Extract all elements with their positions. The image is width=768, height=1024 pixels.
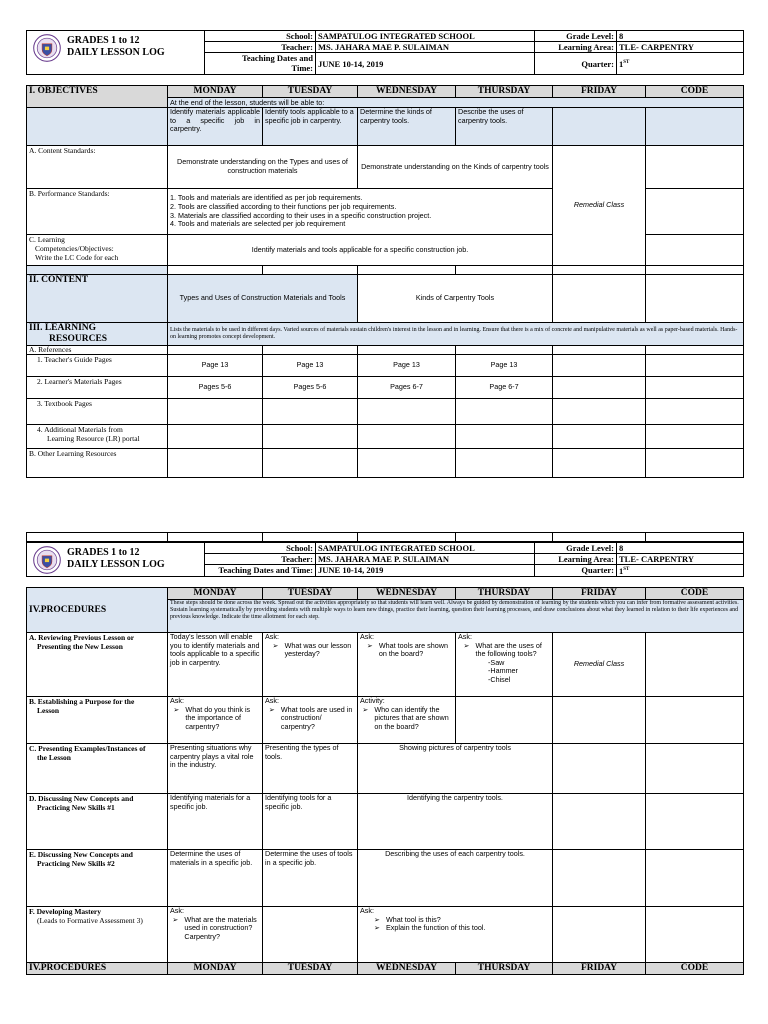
lm-thursday: Page 6-7 xyxy=(456,377,553,399)
procedure-c-tuesday: Presenting the types of tools. xyxy=(263,744,358,794)
content-carpentry-tools: Kinds of Carpentry Tools xyxy=(358,275,553,323)
other-resources-label: B. Other Learning Resources xyxy=(27,449,168,478)
content-standard-tools: Demonstrate understanding on the Kinds of carpentry tools xyxy=(358,146,553,189)
arrow-bullet-icon: ➢ xyxy=(373,923,380,933)
day-friday: FRIDAY xyxy=(553,86,646,98)
procedure-d-wed-thu: Identifying the carpentry tools. xyxy=(358,794,553,850)
objective-friday xyxy=(553,108,646,146)
spacer-row-label xyxy=(27,266,168,275)
teacher-value: MS. JAHARA MAE P. SULAIMAN xyxy=(316,42,535,53)
content-standards-label: A. Content Standards: xyxy=(27,146,168,189)
footer-day-thursday: THURSDAY xyxy=(456,963,553,975)
learning-area-label: Learning Area: xyxy=(535,42,617,53)
performance-standard-4: 4. Tools and materials are selected per job requirement xyxy=(170,219,346,229)
footer-day-wednesday: WEDNESDAY xyxy=(358,963,456,975)
performance-standards-code xyxy=(646,189,744,235)
arrow-bullet-icon: ➢ xyxy=(172,914,179,924)
procedure-f-monday: Ask: ➢ What are the materials used in construction? Carpentry? xyxy=(168,907,263,963)
quarter-value: 1ST xyxy=(617,53,744,75)
objective-monday: Identify materials applicable to a specific job in carpentry. xyxy=(168,108,263,146)
objective-thursday: Describe the uses of carpentry tools. xyxy=(456,108,553,146)
day-wednesday: WEDNESDAY xyxy=(358,588,456,600)
school-value: SAMPATULOG INTEGRATED SCHOOL xyxy=(316,31,535,42)
footer-day-monday: MONDAY xyxy=(168,963,263,975)
learning-area-value: TLE- CARPENTRY xyxy=(617,42,744,53)
grades-title: GRADES 1 to 12 xyxy=(67,547,140,558)
content-standards-code xyxy=(646,146,744,189)
procedure-d-tuesday: Identifying tools for a specific job. xyxy=(263,794,358,850)
learning-competencies-label: C. Learning Competencies/Objectives: Write the LC Code for each xyxy=(27,235,168,266)
footer-day-friday: FRIDAY xyxy=(553,963,646,975)
procedure-d-monday: Identifying materials for a specific job. xyxy=(168,794,263,850)
procedure-c-monday: Presenting situations why carpentry plays a vital role in the industry. xyxy=(168,744,263,794)
day-thursday: THURSDAY xyxy=(456,86,553,98)
procedure-e-wed-thu: Describing the uses of each carpentry tools. xyxy=(358,850,553,907)
school-value: SAMPATULOG INTEGRATED SCHOOL xyxy=(316,543,535,554)
grades-title: GRADES 1 to 12 xyxy=(67,35,140,46)
procedures-heading: IV.PROCEDURES xyxy=(27,588,168,633)
grade-level-value: 8 xyxy=(617,31,744,42)
performance-standards-label: B. Performance Standards: xyxy=(27,189,168,235)
learning-competency-text: Identify materials and tools applicable for a specific construction job. xyxy=(168,235,553,266)
day-code: CODE xyxy=(646,588,744,600)
procedure-c-wed-thu: Showing pictures of carpentry tools xyxy=(358,744,553,794)
arrow-bullet-icon: ➢ xyxy=(268,704,275,714)
performance-standard-3: 3. Materials are classified according to their uses in a specific construction project. xyxy=(170,210,432,220)
teachers-guide-label: 1. Teacher's Guide Pages xyxy=(27,355,168,377)
procedures-footer-heading: IV.PROCEDURES xyxy=(27,963,168,975)
tg-tuesday: Page 13 xyxy=(263,355,358,377)
arrow-bullet-icon: ➢ xyxy=(463,640,470,650)
page2-procedures-table xyxy=(26,587,744,975)
procedure-f-wed-thu: Ask: ➢ What tool is this? ➢ Explain the function of this tool. xyxy=(358,907,553,963)
procedure-b-wednesday: Activity: ➢ Who can identify the pictures that are shown on the board? xyxy=(358,697,456,744)
arrow-bullet-icon: ➢ What was our lesson yesterday? xyxy=(272,640,352,659)
teacher-value: MS. JAHARA MAE P. SULAIMAN xyxy=(316,554,535,565)
quarter-label: Quarter: xyxy=(535,565,617,577)
performance-standards-list xyxy=(168,189,553,235)
content-friday xyxy=(553,275,646,323)
procedure-f-label: F. Developing Mastery (Leads to Formative Assessment 3) xyxy=(27,907,168,963)
log-title: DAILY LESSON LOG xyxy=(67,559,165,570)
arrow-bullet-icon: ➢ xyxy=(373,914,380,924)
learning-area-label: Learning Area: xyxy=(535,554,617,565)
procedure-a-tuesday: Ask: ➢ What was our lesson yesterday? xyxy=(263,633,358,697)
procedure-c-label: C. Presenting Examples/Instances of the Lesson xyxy=(27,744,168,794)
header-logo-cell xyxy=(27,543,205,577)
dates-label: Teaching Dates and Time: xyxy=(205,53,316,75)
objective-tuesday: Identify tools applicable to a specific job in carpentry. xyxy=(263,108,358,146)
procedure-a-thursday: Ask: ➢ What are the uses of the following tools? -Saw -Hammer -Chisel xyxy=(456,633,553,697)
textbook-pages-label: 3. Textbook Pages xyxy=(27,399,168,425)
day-friday: FRIDAY xyxy=(553,588,646,600)
teacher-label: Teacher: xyxy=(205,42,316,53)
additional-materials-label: 4. Additional Materials from Learning Resource (LR) portal xyxy=(27,425,168,449)
day-monday: MONDAY xyxy=(168,86,263,98)
quarter-label: Quarter: xyxy=(535,53,617,75)
day-wednesday: WEDNESDAY xyxy=(358,86,456,98)
content-materials-tools: Types and Uses of Construction Materials and Tools xyxy=(168,275,358,323)
tg-thursday: Page 13 xyxy=(456,355,553,377)
day-thursday: THURSDAY xyxy=(456,588,553,600)
learners-materials-label: 2. Learner's Materials Pages xyxy=(27,377,168,399)
references-label: A. References xyxy=(27,346,168,355)
day-tuesday: TUESDAY xyxy=(263,588,358,600)
arrow-bullet-icon: ➢ xyxy=(366,640,373,650)
procedure-a-friday: Remedial Class xyxy=(553,633,646,697)
objectives-heading: I. OBJECTIVES xyxy=(27,86,168,108)
learning-resources-heading: III. LEARNING RESOURCES xyxy=(27,323,168,346)
grade-level-label: Grade Level: xyxy=(535,31,617,42)
tg-wednesday: Page 13 xyxy=(358,355,456,377)
deped-seal-icon xyxy=(33,546,61,574)
procedure-e-tuesday: Determine the uses of tools in a specific job. xyxy=(263,850,358,907)
page1-header xyxy=(26,30,744,75)
page1-lesson-table xyxy=(26,85,744,478)
arrow-bullet-icon: ➢ xyxy=(173,704,180,714)
performance-standard-1: 1. Tools and materials are identified as per job requirements. xyxy=(170,193,363,203)
page2-top-strip xyxy=(26,532,744,542)
grade-level-label: Grade Level: xyxy=(535,543,617,554)
content-heading: II. CONTENT xyxy=(27,275,168,323)
tg-monday: Page 13 xyxy=(168,355,263,377)
school-label: School: xyxy=(205,31,316,42)
footer-day-tuesday: TUESDAY xyxy=(263,963,358,975)
teacher-label: Teacher: xyxy=(205,554,316,565)
school-label: School: xyxy=(205,543,316,554)
procedure-a-monday: Today's lesson will enable you to identify materials and tools applicable to a specific job in carpentry. xyxy=(168,633,263,697)
procedure-e-label: E. Discussing New Concepts and Practicing New Skills #2 xyxy=(27,850,168,907)
grade-level-value: 8 xyxy=(617,543,744,554)
learning-competencies-code xyxy=(646,235,744,266)
footer-day-code: CODE xyxy=(646,963,744,975)
header-logo-cell xyxy=(27,31,205,75)
deped-seal-icon xyxy=(33,34,61,62)
arrow-bullet-icon: ➢ xyxy=(362,704,369,714)
procedure-d-label: D. Discussing New Concepts and Practicing New Skills #1 xyxy=(27,794,168,850)
lm-monday: Pages 5-6 xyxy=(168,377,263,399)
page2-header xyxy=(26,542,744,577)
learning-area-value: TLE- CARPENTRY xyxy=(617,554,744,565)
objective-wednesday: Determine the kinds of carpentry tools. xyxy=(358,108,456,146)
procedure-b-label: B. Establishing a Purpose for the Lesson xyxy=(27,697,168,744)
dates-value: JUNE 10-14, 2019 xyxy=(316,565,535,577)
objectives-spacer xyxy=(27,108,168,146)
day-code: CODE xyxy=(646,86,744,98)
content-code xyxy=(646,275,744,323)
learning-resources-note: Lists the materials to be used in different days. Varied sources of materials sustain children's interest in the lesson and in learning. Ensure that there is a mix of concrete and manipulative materials as well as paper-based materials. Hands-on learning promotes concept development. xyxy=(168,323,744,346)
dates-value: JUNE 10-14, 2019 xyxy=(316,53,535,75)
content-standard-materials: Demonstrate understanding on the Types and uses of construction materials xyxy=(168,146,358,189)
procedure-a-wednesday: Ask: ➢ What tools are shown on the board? xyxy=(358,633,456,697)
day-monday: MONDAY xyxy=(168,588,263,600)
lm-tuesday: Pages 5-6 xyxy=(263,377,358,399)
procedure-a-label: A. Reviewing Previous Lesson or Presenting the New Lesson xyxy=(27,633,168,697)
procedure-a-code xyxy=(646,633,744,697)
procedure-e-monday: Determine the uses of materials in a specific job. xyxy=(168,850,263,907)
performance-standard-2: 2. Tools are classified according to their functions per job requirements. xyxy=(170,201,397,211)
log-title: DAILY LESSON LOG xyxy=(67,47,165,58)
dates-label: Teaching Dates and Time: xyxy=(205,565,316,577)
procedures-note: These steps should be done across the week. Spread out the activities appropriately so that students will learn well. Always be guided by demonstration of learning by the students which you can infer from formative assessment activities. Sustain learning systematically by providing students with multiple ways to learn new things, practice their learning, question their learning processes, and draw conclusions about what they learned in relation to their life experiences and previous knowledge. Indicate the time allotment for each step. xyxy=(168,600,744,633)
objective-code xyxy=(646,108,744,146)
day-tuesday: TUESDAY xyxy=(263,86,358,98)
friday-remedial-class: Remedial Class xyxy=(553,146,646,266)
quarter-value: 1ST xyxy=(617,565,744,577)
procedure-b-tuesday: Ask: ➢ What tools are used in construction/ carpentry? xyxy=(263,697,358,744)
objectives-intro: At the end of the lesson, students will be able to: xyxy=(168,98,744,108)
procedure-b-monday: Ask: ➢ What do you think is the importance of carpentry? xyxy=(168,697,263,744)
lm-wednesday: Pages 6-7 xyxy=(358,377,456,399)
